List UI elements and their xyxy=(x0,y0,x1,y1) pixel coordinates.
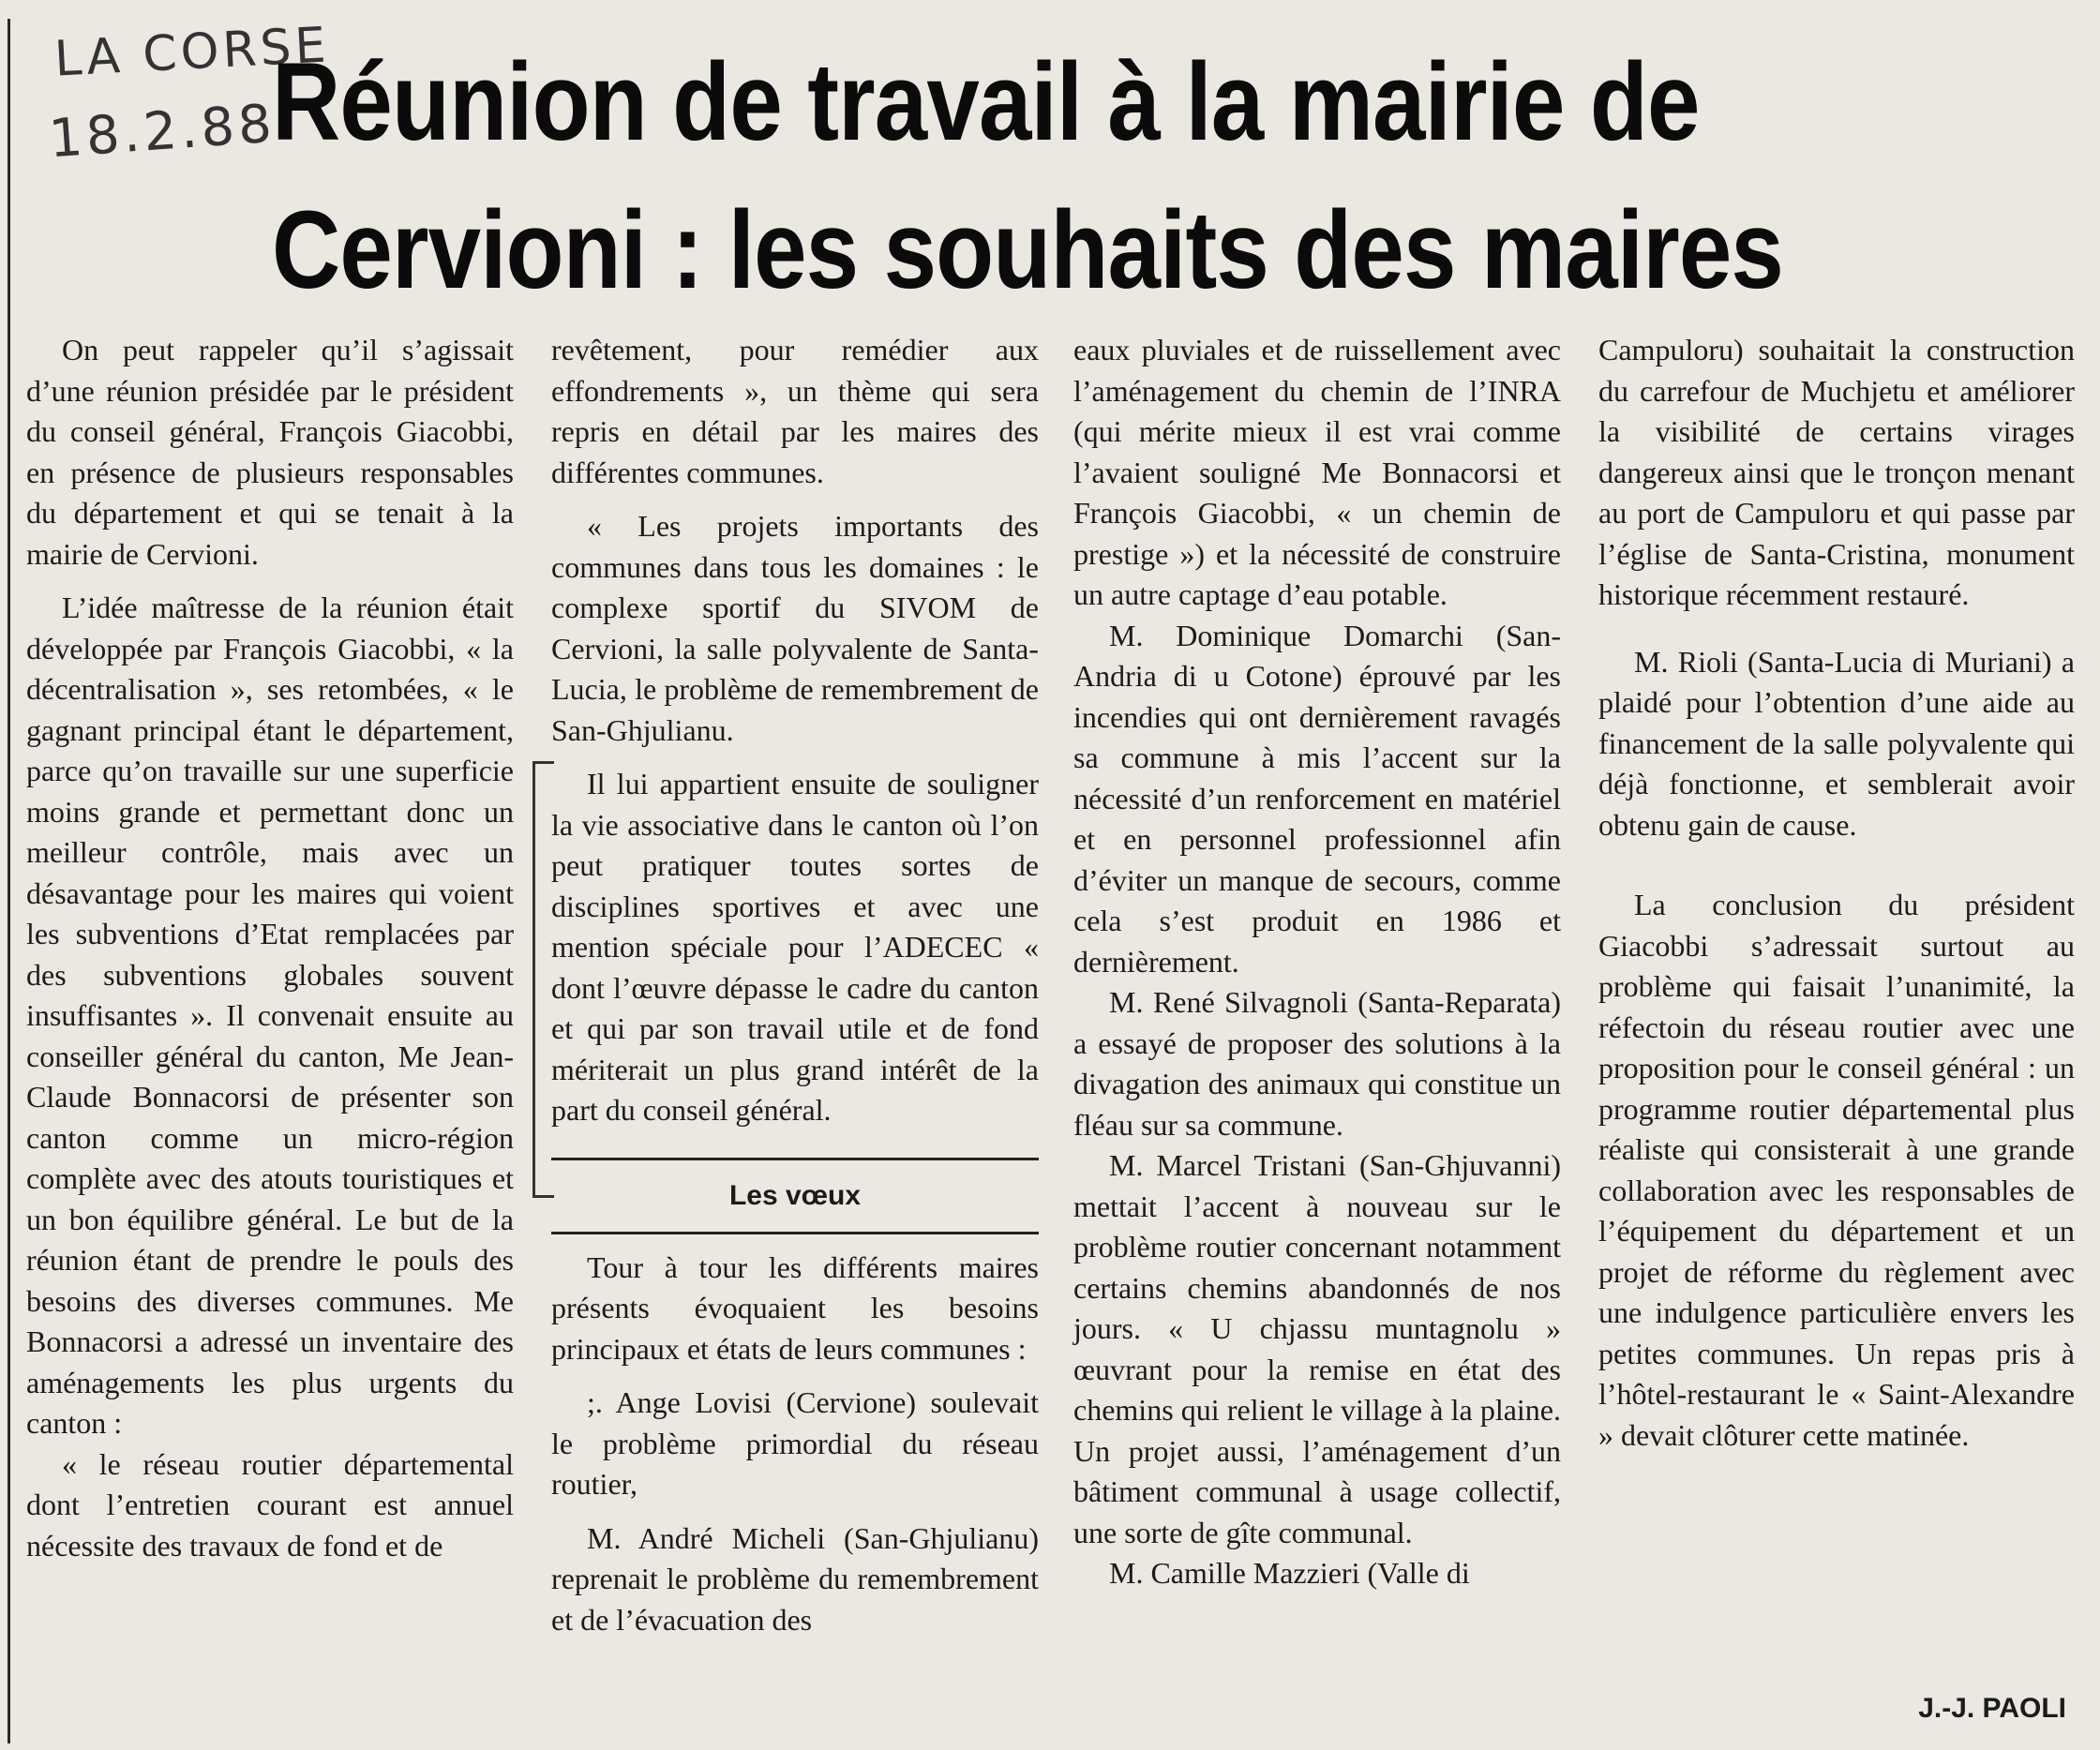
handwritten-date: 18.2.88 xyxy=(47,93,278,171)
paragraph: L’idée maîtresse de la réunion était développée par François Giacobbi, « la décentralisation », ses retombées, « le gagnant principal étant le département, parce qu’on travaille sur une superficie moins grande et permettant donc un meilleur contrôle, mais avec un désavantage pour les maires qui voient les subventions d’Etat remplacées par des subventions globales souvent insuffisantes ». Il convenait ensuite au conseiller général du canton, Me Jean-Claude Bonnacorsi de présenter son canton comme un micro-région complète avec des atouts touristiques et un bon équilibre général. Le but de la réunion étant de prendre le pouls des besoins des diverses communes. Me Bonnacorsi a adressé un inventaire des aménagements les plus urgents du canton : xyxy=(26,591,514,1440)
paragraph: Campuloru) souhaitait la construction du carrefour de Muchjetu et améliorer la visibilité de certains virages dangereux ainsi que le tronçon menant au port de Campuloru et qui passe par l’église de Santa-Cristina, monument historique récemment restauré. xyxy=(1598,333,2075,611)
paragraph: Tour à tour les différents maires présents évoquaient les besoins principaux et états de leurs communes : xyxy=(551,1249,1039,1366)
paragraph: On peut rappeler qu’il s’agissait d’une réunion présidée par le président du conseil général, François Giacobbi, en présence de plusieurs responsables du département et qui se tenait à la mairie de Cervioni. xyxy=(26,333,514,571)
paragraph: eaux pluviales et de ruissellement avec l’aménagement du chemin de l’INRA (qui mérite mieux il est vrai comme l’avaient souligné Me Bonnacorsi et François Giacobbi, « un chemin de prestige ») et la nécessité de construire un autre captage d’eau potable. xyxy=(1073,333,1561,611)
paragraph: M. Camille Mazzieri (Valle di xyxy=(1109,1556,1470,1590)
paragraph: La conclusion du président Giacobbi s’adressait surtout au problème qui faisait l’unanimité, la réfectoin du réseau routier avec une proposition pour le conseil général : un programme routier départemental plus réaliste qui consisterait à une grande collaboration avec les responsables de l’équipement du département et un projet de réforme du règlement avec une indulgence particulière envers les petites communes. Un repas pris à l’hôtel-restaurant le « Saint-Alexandre » devait clôturer cette matinée. xyxy=(1598,888,2075,1452)
headline-line-1: Réunion de travail à la mairie de xyxy=(272,40,1700,164)
handwritten-source: LA CORSE xyxy=(52,17,331,88)
article-column-1 xyxy=(26,330,514,1566)
article-column-3 xyxy=(1073,330,1561,1594)
marker-bracket xyxy=(532,761,554,1198)
margin-rule xyxy=(8,19,10,1743)
headline-line-2: Cervioni : les souhaits des maires xyxy=(272,188,1783,312)
paragraph: « Les projets importants des communes dans tous les domaines : le complexe sportif du SIVOM de Cervioni, la salle polyvalente de Santa-Lucia, le problème de remembrement de San-Ghjulianu. xyxy=(551,509,1039,747)
article-column-2 xyxy=(551,330,1039,1640)
paragraph: M. René Silvagnoli (Santa-Reparata) a essayé de proposer des solutions à la divagation des animaux qui constitue un fléau sur sa commune. xyxy=(1073,985,1561,1142)
paragraph: M. André Micheli (San-Ghjulianu) reprenait le problème du remembrement et de l’évacuation des xyxy=(551,1520,1039,1637)
paragraph: Il lui appartient ensuite de souligner la vie associative dans le canton où l’on peut pratiquer toutes sortes de disciplines sportives et avec une mention spéciale pour l’ADECEC « dont l’œuvre dépasse le cadre du canton et qui par son travail utile et de fond mériterait un plus grand intérêt de la part du conseil général. xyxy=(551,767,1039,1127)
paragraph: ;. Ange Lovisi (Cervione) soulevait le problème primordial du réseau routier, xyxy=(551,1385,1039,1501)
headline xyxy=(272,28,1783,324)
paragraph: M. Marcel Tristani (San-Ghjuvanni) mettait l’accent à nouveau sur le problème routier concernant notamment certains chemins abandonnés de nos jours. « U chjassu muntagnolu » œuvrant pour la remise en état des chemins qui relient le village à la plaine. Un projet aussi, l’aménagement d’un bâtiment communal à usage collectif, une sorte de gîte communal. xyxy=(1073,1148,1561,1549)
author-signature: J.-J. PAOLI xyxy=(1918,1693,2066,1724)
article-column-4 xyxy=(1598,330,2075,1456)
section-subheading: Les vœux xyxy=(728,1179,862,1211)
paragraph: M. Rioli (Santa-Lucia di Muriani) a plaidé pour l’obtention d’une aide au financement de la salle polyvalente qui déjà fonctionne, et semblerait avoir obtenu gain de cause. xyxy=(1598,644,2075,842)
paragraph: M. Dominique Domarchi (San-Andria di u Cotone) éprouvé par les incendies qui ont dernièrement ravagés sa commune à mis l’accent sur la nécessité d’un renforcement en matériel et en personnel professionnel afin d’éviter un manque de secours, comme cela s’est produit en 1986 et dernièrement. xyxy=(1073,618,1561,979)
paragraph: revêtement, pour remédier aux effondrements », un thème qui sera repris en détail par les maires des différentes communes. xyxy=(551,333,1039,489)
paragraph: « le réseau routier départemental dont l’entretien courant est annuel nécessite des travaux de fond et de xyxy=(26,1446,514,1563)
